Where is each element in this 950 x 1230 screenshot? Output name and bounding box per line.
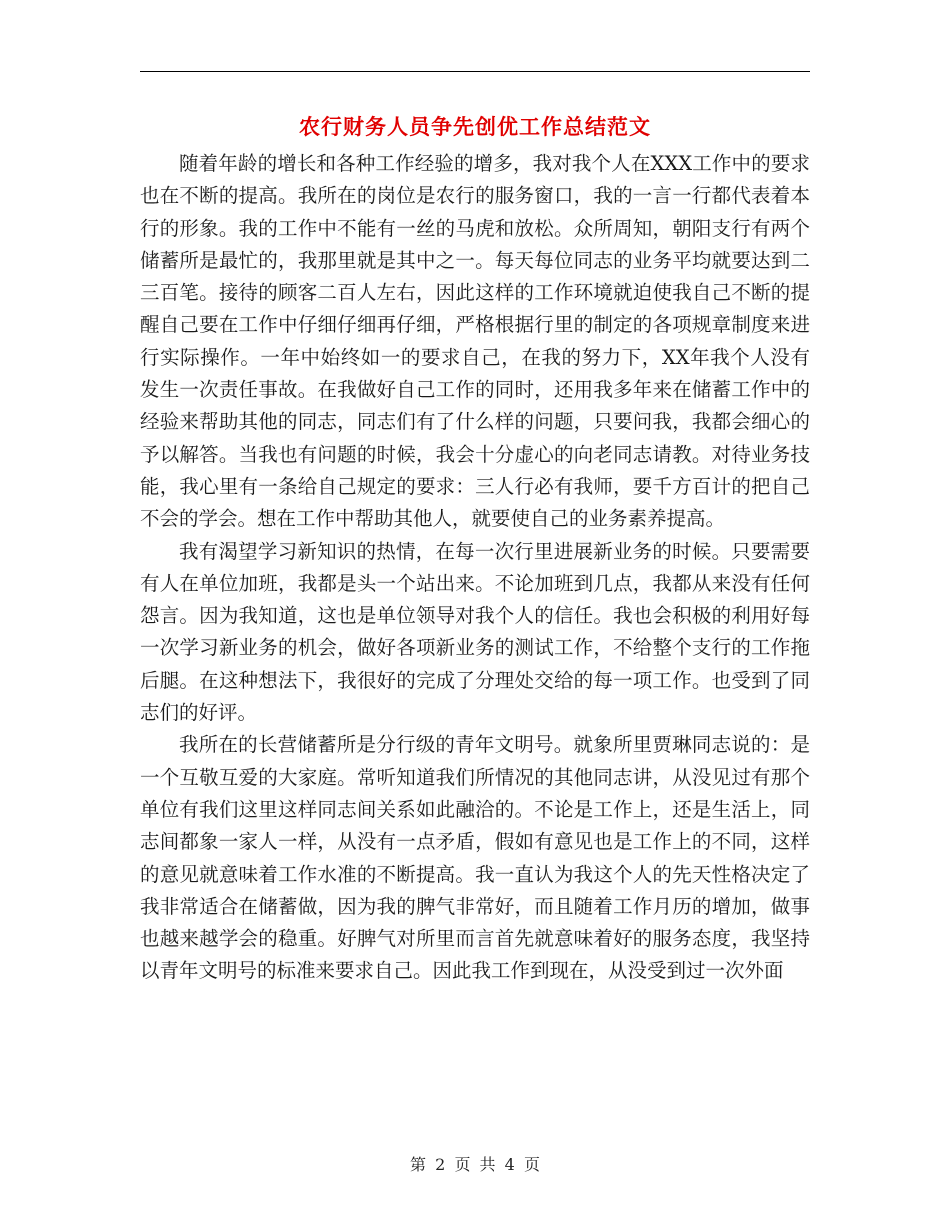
- footer-label-di: 第: [410, 1155, 427, 1174]
- paragraph-3: 我所在的长营储蓄所是分行级的青年文明号。就象所里贾琳同志说的：是一个互敬互爱的大家庭。常听知道我们所情况的其他同志讲，从没见过有那个单位有我们这里这样同志间关系如此融洽的。不论是工作上，还是生活上，同志间都象一家人一样，从没有一点矛盾，假如有意见也是工作上的不同，这样的意见就意味着工作水准的不断提高。我一直认为我这个人的先天性格决定了我非常适合在储蓄做，因为我的脾气非常好，而且随着工作月历的增加，做事也越来越学会的稳重。好脾气对所里而言首先就意味着好的服务态度，我坚持以青年文明号的标准来要求自己。因此我工作到现在，从没受到过一次外面: [140, 733, 810, 983]
- page-footer: [0, 1154, 950, 1176]
- paragraph-2: 我有渴望学习新知识的热情，在每一次行里进展新业务的时候。只要需要有人在单位加班，我都是头一个站出来。不论加班到几点，我都从来没有任何怨言。因为我知道，这也是单位领导对我个人的信任。我也会积极的利用好每一次学习新业务的机会，做好各项新业务的测试工作，不给整个支行的工作拖后腿。在这种想法下，我很好的完成了分理处交给的每一项工作。也受到了同志们的好评。: [140, 539, 810, 725]
- footer-label-ye: 页: [454, 1155, 471, 1174]
- paragraph-1: 随着年龄的增长和各种工作经验的增多，我对我个人在XXX工作中的要求也在不断的提高。我所在的岗位是农行的服务窗口，我的一言一行都代表着本行的形象。我的工作中不能有一丝的马虎和放松。众所周知，朝阳支行有两个储蓄所是最忙的，我那里就是其中之一。每天每位同志的业务平均就要达到二三百笔。接待的顾客二百人左右，因此这样的工作环境就迫使我自己不断的提醒自己要在工作中仔细仔细再仔细，严格根据行里的制定的各项规章制度来进行实际操作。一年中始终如一的要求自己，在我的努力下，XX年我个人没有发生一次责任事故。在我做好自己工作的同时，还用我多年来在储蓄工作中的经验来帮助其他的同志，同志们有了什么样的问题，只要问我，我都会细心的予以解答。当我也有问题的时候，我会十分虚心的向老同志请教。对待业务技能，我心里有一条给自己规定的要求：三人行必有我师，要千方百计的把自己不会的学会。想在工作中帮助其他人，就要使自己的业务素养提高。: [140, 152, 810, 531]
- footer-total-pages: 4: [504, 1155, 515, 1174]
- document-body: [140, 148, 810, 988]
- header-rule: [140, 71, 810, 72]
- document-title: 农行财务人员争先创优工作总结范文: [299, 114, 651, 139]
- footer-current-page: 2: [435, 1155, 446, 1174]
- footer-label-ye-2: 页: [523, 1155, 540, 1174]
- footer-label-gong: 共: [479, 1155, 496, 1174]
